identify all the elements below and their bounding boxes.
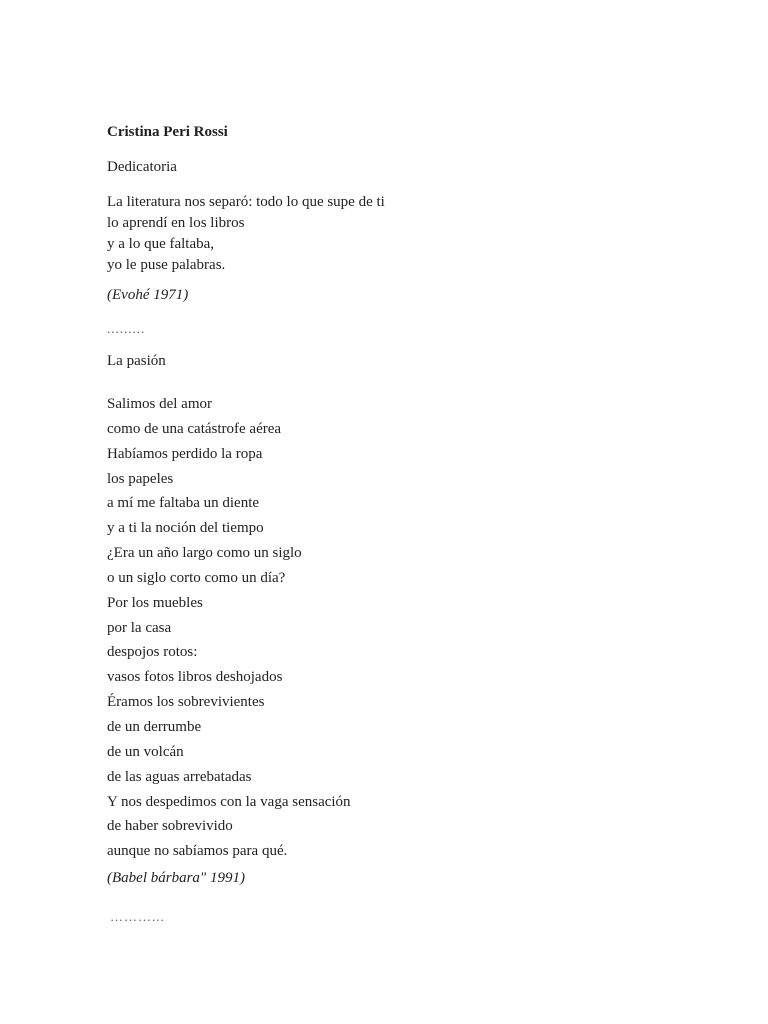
poem-line: por la casa (107, 619, 172, 636)
poem-line: Habíamos perdido la ropa (107, 445, 263, 462)
poem-title-la-pasion: La pasión (107, 353, 166, 369)
poem-line: de haber sobrevivido (107, 818, 233, 835)
poem-line: de un derrumbe (107, 718, 202, 735)
poem-line: Y nos despedimos con la vaga sensación (107, 793, 351, 810)
poem-title-dedicatoria: Dedicatoria (107, 159, 177, 175)
poem-line: Salimos del amor (107, 396, 212, 412)
poem-line: y a ti la noción del tiempo (107, 520, 264, 537)
poem-body-la-pasion (107, 392, 351, 864)
separator-dots: ......... (107, 321, 146, 336)
poem-source-dedicatoria: (Evohé 1971) (107, 287, 189, 303)
separator-dots: ………... (110, 909, 165, 924)
poem-line: aunque no sabíamos para qué. (107, 843, 288, 860)
poem-line: despojos rotos: (107, 644, 198, 661)
poem-line: ¿Era un año largo como un siglo (107, 545, 302, 562)
poem-line: de un volcán (107, 743, 184, 760)
poem-line: de las aguas arrebatadas (107, 768, 252, 785)
poem-line: o un siglo corto como un día? (107, 569, 286, 586)
poem-line: Éramos los sobrevivientes (107, 694, 265, 711)
poem-line: vasos fotos libros deshojados (107, 669, 283, 686)
poem-line: yo le puse palabras. (107, 257, 226, 273)
poem-line: y a lo que faltaba, (107, 236, 215, 252)
poem-line: como de una catástrofe aérea (107, 420, 282, 437)
poem-line: Por los muebles (107, 594, 203, 611)
author-name: Cristina Peri Rossi (107, 124, 228, 140)
poem-source-la-pasion: (Babel bárbara" 1991) (107, 870, 245, 886)
poem-line: La literatura nos separó: todo lo que supe de ti (107, 194, 385, 210)
poem-line: los papeles (107, 470, 174, 487)
poem-line: lo aprendí en los libros (107, 215, 245, 231)
poem-body-dedicatoria (107, 192, 385, 276)
poem-line: a mí me faltaba un diente (107, 495, 260, 512)
